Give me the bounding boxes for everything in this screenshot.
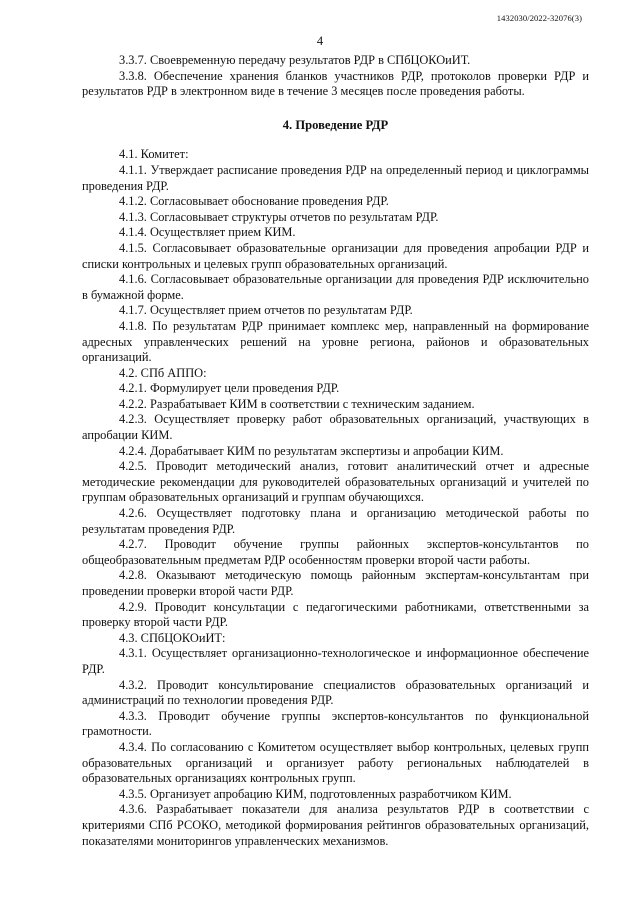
section-heading: 4. Проведение РДР — [282, 117, 389, 132]
paragraph: 4.1.8. По результатам РДР принимает комплекс мер, направленный на формирование адресных управленческих решений на уровне региона, районов и образовательных организаций. — [82, 318, 589, 365]
document-body — [82, 53, 589, 849]
paragraph: 4.3.3. Проводит обучение группы экспертов-консультантов по функциональной грамотности. — [82, 708, 589, 739]
paragraph: 4.2.8. Оказывают методическую помощь районным экспертам-консультантам при проведении проверки второй части РДР. — [82, 568, 589, 598]
paragraph: 4.3.6. Разрабатывает показатели для анализа результатов РДР в соответствии с критериями СПб РСОКО, методикой формирования рейтингов образовательных организаций, показателями мониторингов управленческих механизмов. — [82, 802, 589, 848]
paragraph: 4.2.6. Осуществляет подготовку плана и организацию методической работы по результатам проведения РДР. — [82, 506, 589, 536]
paragraph: 4.2.1. Формулирует цели проведения РДР. — [119, 381, 340, 396]
document-number: 1432030/2022-32076(3) — [496, 13, 582, 23]
paragraph: 4.3.5. Организует апробацию КИМ, подготовленных разработчиком КИМ. — [119, 786, 512, 801]
paragraph: 3.3.8. Обеспечение хранения бланков участников РДР, протоколов проверки РДР и результатов РДР в электронном виде в течение 3 месяцев после проведения работы. — [82, 68, 589, 99]
paragraph: 4.2.2. Разрабатывает КИМ в соответствии с техническим заданием. — [119, 396, 475, 411]
paragraph: 4.3. СПбЦОКОиИТ: — [119, 630, 226, 645]
paragraph: 4.1.1. Утверждает расписание проведения РДР на определенный период и циклограммы проведения РДР. — [82, 162, 589, 193]
paragraph: 4.1.2. Согласовывает обоснование проведения РДР. — [119, 194, 389, 209]
paragraph: 4.1.4. Осуществляет прием КИМ. — [119, 225, 296, 240]
paragraph: 4.2.9. Проводит консультации с педагогическими работниками, ответственными за проверку второй части РДР. — [82, 599, 589, 630]
paragraph: 4.1. Комитет: — [119, 147, 189, 162]
paragraph: 4.3.4. По согласованию с Комитетом осуществляет выбор контрольных, целевых групп образовательных организаций и организует работу региональных наблюдателей в образовательных организациях контрольных групп. — [82, 739, 589, 786]
page-number: 4 — [316, 34, 324, 48]
paragraph: 4.2.4. Дорабатывает КИМ по результатам экспертизы и апробации КИМ. — [119, 443, 504, 458]
paragraph: 4.1.6. Согласовывает образовательные организации для проведения РДР исключительно в бумажной форме. — [82, 272, 589, 302]
paragraph: 4.2.5. Проводит методический анализ, готовит аналитический отчет и адресные методические рекомендации для руководителей образовательных организаций и учителей по группам образовательных организаций и группам обучающихся. — [82, 459, 589, 505]
paragraph: 4.1.3. Согласовывает структуры отчетов по результатам РДР. — [119, 209, 439, 224]
paragraph: 4.3.1. Осуществляет организационно-технологическое и информационное обеспечение РДР. — [82, 646, 589, 676]
paragraph: 4.2.7. Проводит обучение группы районных экспертов-консультантов по общеобразовательным предметам РДР особенностям проверки второй части работы. — [82, 537, 589, 567]
paragraph: 4.2. СПб АППО: — [119, 365, 207, 380]
paragraph: 4.1.5. Согласовывает образовательные организации для проведения апробации РДР и списки контрольных и целевых групп образовательных организаций. — [82, 240, 589, 271]
paragraph: 3.3.7. Своевременную передачу результатов РДР в СПбЦОКОиИТ. — [119, 53, 471, 67]
paragraph: 4.1.7. Осуществляет прием отчетов по результатам РДР. — [119, 303, 413, 318]
paragraph: 4.3.2. Проводит консультирование специалистов образовательных организаций и администраций по технологии проведения РДР. — [82, 677, 589, 708]
paragraph: 4.2.3. Осуществляет проверку работ образовательных организаций, участвующих в апробации КИМ. — [82, 412, 589, 443]
